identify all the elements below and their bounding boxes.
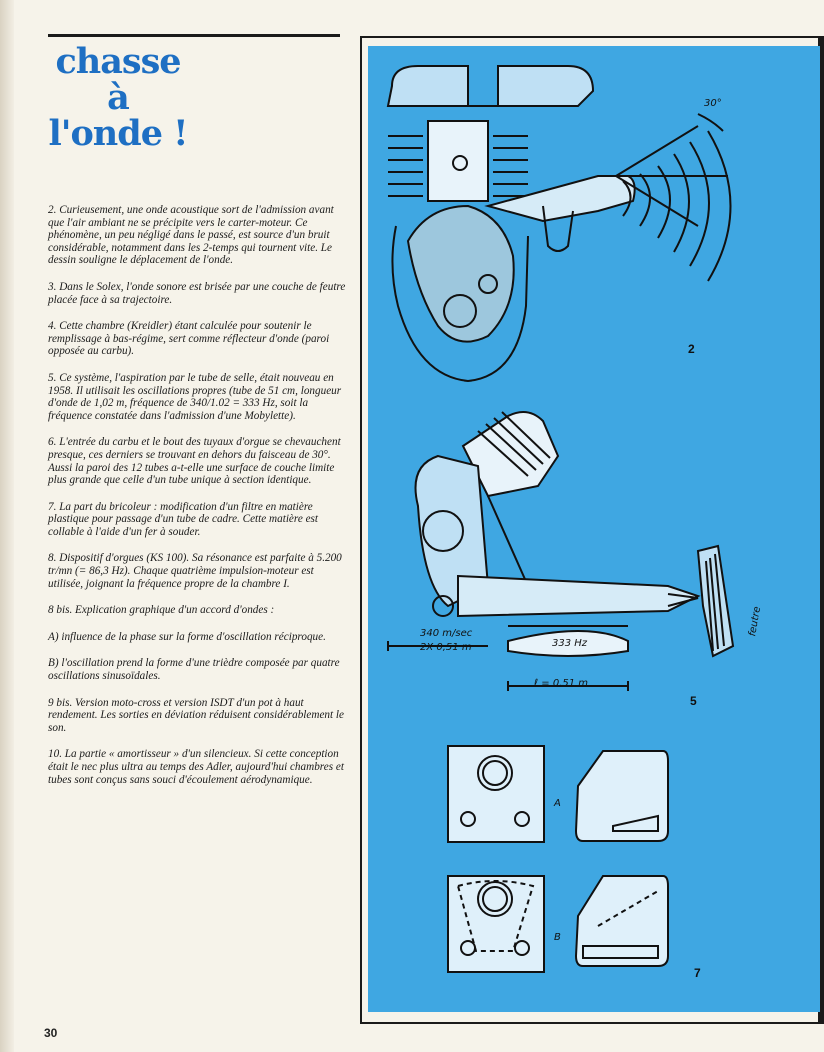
fig7-label-b: B [554, 932, 561, 943]
fig5-number: 5 [690, 694, 697, 708]
caption-2: 2. Curieusement, une onde acoustique sort de l'admission avant que l'air ambiant ne se précipite vers le carter-moteur. Ce phénomène, un peu négligé dans le passé, est source d'un bruit considérable, notamment dans les 2-temps qui tournent vite. Le dessin souligne le déplacement de l'onde. [48, 204, 334, 267]
page-headline [48, 41, 188, 154]
caption-8bis: 8 bis. Explication graphique d'un accord d'ondes : [48, 604, 275, 617]
headline-line-3: l'onde ! [48, 113, 188, 154]
caption-8bis-a: A) influence de la phase sur la forme d'oscillation réciproque. [48, 630, 326, 643]
fig5-speed-label: 340 m/sec [420, 628, 473, 639]
caption-7: 7. La part du bricoleur : modification d'un filtre en matière plastique pour passage d'un tube de cadre. Cette matière est collable à l'aide d'un fer à souder. [48, 500, 319, 538]
top-rule [48, 34, 340, 37]
page-number: 30 [44, 1026, 58, 1040]
headline-line-1: chasse [55, 41, 181, 82]
fig5-frequency-label: 333 Hz [552, 638, 588, 649]
caption-3: 3. Dans le Solex, l'onde sonore est brisée par une couche de feutre placée face à sa trajectoire. [48, 280, 346, 306]
caption-8bis-b: B) l'oscillation prend la forme d'une trièdre composée par quatre oscillations sinusoïdales. [48, 657, 340, 683]
fig2-engine-drawing [388, 66, 731, 381]
fig5-length-label: ℓ = 0,51 m [534, 678, 589, 689]
caption-6: 6. L'entrée du carbu et le bout des tuyaux d'orgue se chevauchent presque, ces derniers se trouvant en dehors du faisceau de 30°. Aussi la paroi des 12 tubes a-t-elle une surface de couche limite plus grande que celle d'un tube unique à section identique. [48, 436, 341, 487]
fig7-number: 7 [694, 966, 701, 980]
figure-panel [368, 46, 820, 1012]
headline-line-2: à [107, 77, 129, 118]
caption-9bis: 9 bis. Version moto-cross et version ISDT d'un pot à haut rendement. Les sorties en déviation réduisent considérablement le son. [48, 696, 344, 734]
caption-5: 5. Ce système, l'aspiration par le tube de selle, était nouveau en 1958. Il utilisait les oscillations propres (tube de 51 cm, longueur d'onde de 1,02 m, fréquence de 340/1.02 = 333 Hz, soit la fréquence constatée dans l'admission d'une Mobylette). [48, 371, 342, 422]
caption-10: 10. La partie « amortisseur » d'un silencieux. Si cette conception était le nec plus ultra au temps des Adler, aujourd'hui chambres et tubes sont conçus sans souci d'écoulement aérodynamique. [48, 748, 344, 786]
fig2-number: 2 [688, 342, 695, 356]
fig7-label-a: A [554, 798, 561, 809]
page-binding-edge [0, 0, 14, 1052]
caption-4: 4. Cette chambre (Kreidler) étant calculée pour soutenir le remplissage à bas-régime, sert comme réflecteur d'onde (paroi opposée au carbu). [48, 320, 330, 358]
frame-right-edge [820, 36, 824, 1024]
caption-list [48, 204, 348, 800]
fig2-angle-label: 30° [704, 98, 722, 109]
fig5-half-wave-label: 2X 0,51 m [420, 642, 472, 653]
fig5-feutre-label: feutre [747, 605, 764, 638]
technical-drawings [368, 46, 820, 1012]
caption-8: 8. Dispositif d'orgues (KS 100). Sa résonance est parfaite à 5.200 tr/mn (= 86,3 Hz). Chaque quatrième impulsion-moteur est utilisée, joignant la fréquence propre de la chambre I. [48, 552, 342, 590]
